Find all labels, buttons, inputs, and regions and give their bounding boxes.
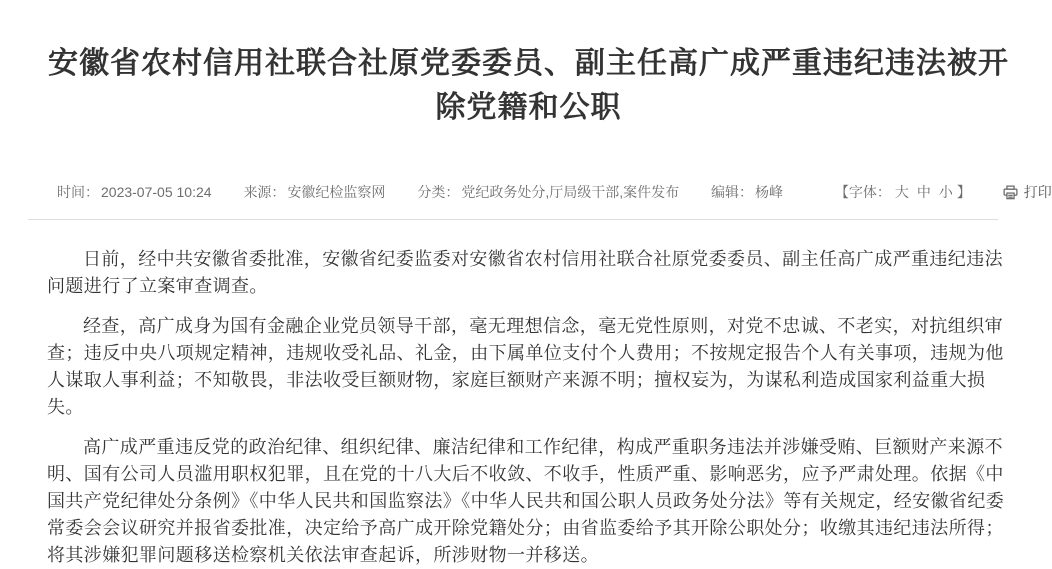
meta-category [417,184,679,200]
meta-time-value: 2023-07-05 10:24 [101,184,212,200]
article-meta-bar [57,182,1052,202]
meta-source-label: 来源： [243,184,286,200]
meta-editor-label: 编辑： [711,184,753,200]
font-size-large-button[interactable]: 大 [894,184,909,200]
article-paragraph-1: 日前，经中共安徽省委批准，安徽省纪委监委对安徽省农村信用社联合社原党委委员、副主任高广成严重违纪违法问题进行了立案审查调查。 [47,249,1003,296]
font-size-prefix: 【字体： [834,184,891,200]
article-title: 安徽省农村信用社联合社原党委委员、副主任高广成严重违纪违法被开除党籍和公职 [48,47,1009,124]
meta-editor [711,184,783,200]
meta-category-label: 分类： [417,184,460,200]
meta-divider [28,219,998,220]
meta-category-value: 党纪政务处分,厅局级干部,案件发布 [461,184,680,200]
font-size-small-button[interactable]: 小 [938,184,953,200]
meta-source [243,184,385,200]
meta-time-label: 时间： [57,184,99,200]
print-button[interactable] [1003,184,1052,200]
meta-time [57,184,212,200]
printer-icon [1003,185,1018,200]
print-label: 打印 [1023,184,1052,200]
meta-editor-value: 杨峰 [755,184,783,200]
article-paragraph-2: 经查，高广成身为国有金融企业党员领导干部，毫无理想信念，毫无党性原则，对党不忠诚、不老实，对抗组织审查；违反中央八项规定精神，违规收受礼品、礼金，由下属单位支付个人费用；不按规定报告个人有关事项，违规为他人谋取人事利益；不知敬畏，非法收受巨额财物，家庭巨额财产来源不明；擅权妄为，为谋私利造成国家利益重大损失。 [47,316,1004,417]
meta-source-value: 安徽纪检监察网 [287,184,386,200]
font-size-medium-button[interactable]: 中 [916,184,931,200]
font-size-control [835,184,971,200]
font-size-suffix: 】 [956,184,971,200]
article-paragraph-3: 高广成严重违反党的政治纪律、组织纪律、廉洁纪律和工作纪律，构成严重职务违法并涉嫌受贿、巨额财产来源不明、国有公司人员滥用职权犯罪，且在党的十八大后不收敛、不收手，性质严重、影响恶劣，应予严肃处理。依据《中国共产党纪律处分条例》《中华人民共和国监察法》《中华人民共和国公职人员政务处分法》等有关规定，经安徽省纪委常委会会议研究并报省委批准，决定给予高广成开除党籍处分；由省监委给予其开除公职处分；收缴其违纪违法所得；将其涉嫌犯罪问题移送检察机关依法审查起诉，所涉财物一并移送。 [47,437,1005,565]
article-body [47,246,1010,569]
